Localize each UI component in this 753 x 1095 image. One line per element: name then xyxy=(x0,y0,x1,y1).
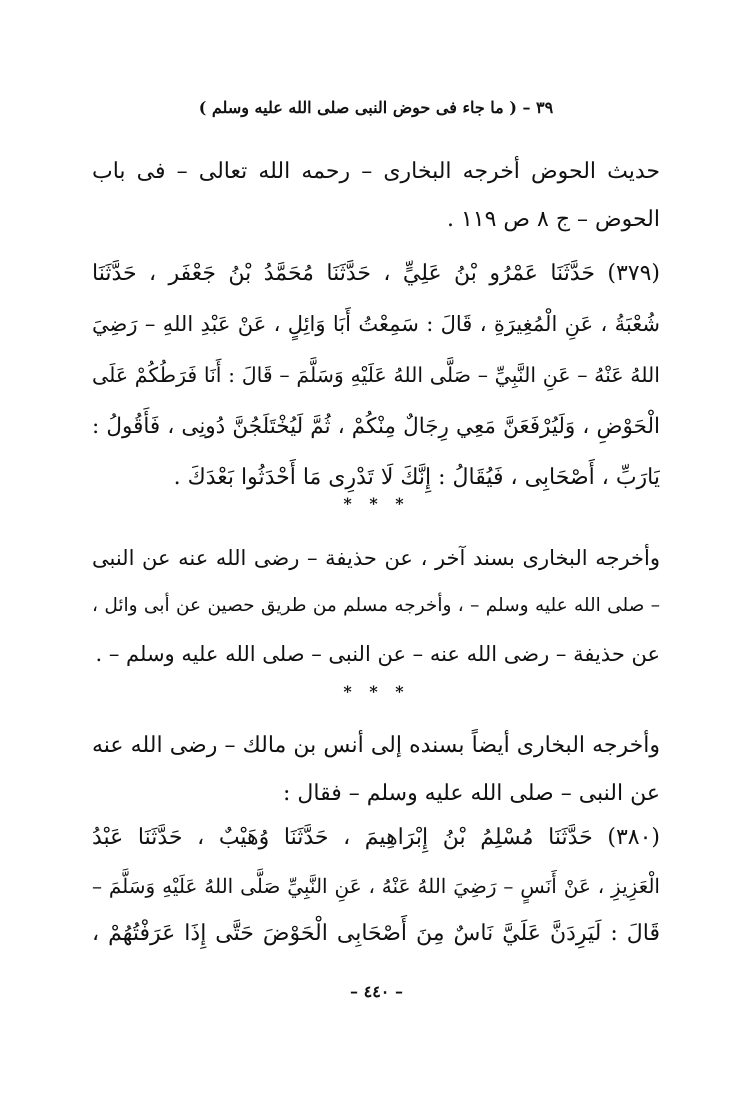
text-line: (٣٨٠) حَدَّثَنَا مُسْلِمُ بْنُ إِبْرَاهِيمَ ، حَدَّثَنَا وُهَيْبٌ ، حَدَّثَنَا عَبْدُ xyxy=(92,825,660,850)
text-line: حديث الحوض أخرجه البخارى – رحمه الله تعالى – فى باب xyxy=(92,159,660,184)
text-line: الْحَوْضِ ، وَلَيُرْفَعَنَّ مَعِي رِجَالٌ مِنْكُمْ ، ثُمَّ لَيُخْتَلَجُنَّ دُونِى ، فَأَقُولُ : xyxy=(92,414,660,439)
text-line: عن النبى – صلى الله عليه وسلم – فقال : xyxy=(282,781,660,806)
sanad-hudhayfa-paragraph xyxy=(92,534,660,678)
text-line: الحوض – ج ٨ ص ١١٩ . xyxy=(446,207,660,232)
text-line: اللهُ عَنْهُ – عَنِ النَّبِيِّ – صَلَّى اللهُ عَلَيْهِ وَسَلَّمَ – قَالَ : أَنَا فَرَطُكُمْ عَلَى xyxy=(92,363,660,387)
text-line: – صلى الله عليه وسلم – ، وأخرجه مسلم من طريق حصين عن أبى وائل ، xyxy=(92,595,660,616)
chapter-heading: ٣٩ – ( ما جاء فى حوض النبى صلى الله عليه وسلم ) xyxy=(198,98,554,117)
section-separator: * * * xyxy=(343,494,410,513)
hadith-379-paragraph xyxy=(92,248,660,503)
text-line: يَارَبِّ ، أَصْحَابِى ، فَيُقَالُ : إِنَّكَ لَا تَدْرِى مَا أَحْدَثُوا بَعْدَكَ . xyxy=(173,465,660,490)
text-line: وأخرجه البخارى أيضاً بسنده إلى أنس بن مالك – رضى الله عنه xyxy=(92,733,660,758)
text-line: قَالَ : لَيَرِدَنَّ عَلَيَّ نَاسٌ مِنَ أَصْحَابِى الْحَوْضَ حَتَّى إِذَا عَرَفْتُهُمْ ، xyxy=(92,921,660,946)
sanad-anas-paragraph xyxy=(92,722,660,818)
text-line: شُعْبَةُ ، عَنِ الْمُغِيرَةِ ، قَالَ : سَمِعْتُ أَبَا وَائِلٍ ، عَنْ عَبْدِ اللهِ – رَضِيَ xyxy=(92,312,660,336)
hadith-380-paragraph xyxy=(92,814,660,958)
text-line: عن حذيفة – رضى الله عنه – عن النبى – صلى الله عليه وسلم – . xyxy=(95,642,660,666)
text-line: (٣٧٩) حَدَّثَنَا عَمْرُو بْنُ عَلِيٍّ ، حَدَّثَنَا مُحَمَّدُ بْنُ جَعْفَر ، حَدَّثَنَا xyxy=(92,261,660,286)
text-line: وأخرجه البخارى بسند آخر ، عن حذيفة – رضى الله عنه عن النبى xyxy=(92,546,660,570)
intro-paragraph xyxy=(92,148,660,244)
section-separator: * * * xyxy=(343,682,410,701)
page-number: – ٤٤٠ – xyxy=(350,982,403,1001)
text-line: الْعَزِيزِ ، عَنْ أَنَسٍ – رَضِيَ اللهُ عَنْهُ ، عَنِ النَّبِيِّ صَلَّى اللهُ عَلَيْهِ وَسَلَّمَ – xyxy=(92,874,660,898)
